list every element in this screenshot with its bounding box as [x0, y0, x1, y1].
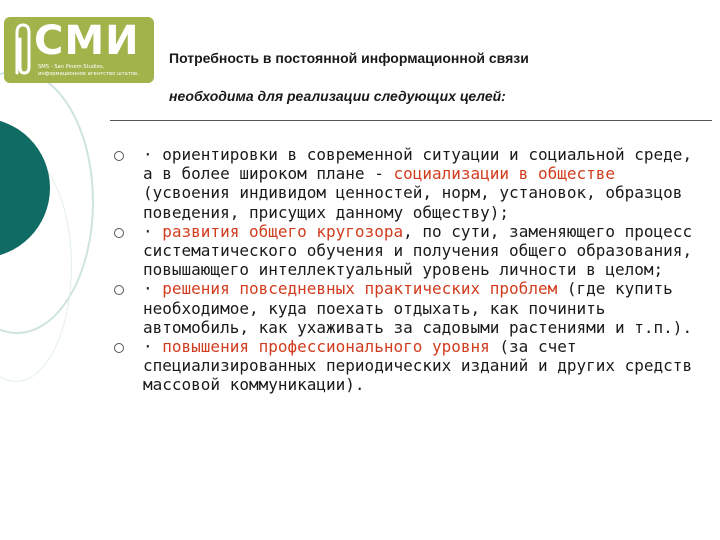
- bullet-circle-icon: [114, 228, 124, 238]
- item-text: (где купить необходимое, куда поехать отдыхать, как починить автомобиль, как ухаживать за садовыми растениями и т.п.).: [143, 279, 693, 337]
- goals-list: [114, 145, 694, 395]
- item-text: ·: [143, 221, 163, 241]
- list-item: [114, 337, 694, 395]
- list-item: [114, 222, 694, 280]
- item-highlight: развития общего кругозора: [162, 221, 404, 241]
- item-text: ·: [143, 279, 163, 299]
- item-text: , по сути, заменяющего процесс систематического обучения и получения общего образования, повышающего интеллектуальный уровень личности в целом;: [143, 221, 693, 280]
- list-item: [114, 145, 694, 222]
- divider: [110, 120, 712, 121]
- item-highlight: решения повседневных практических проблем: [162, 279, 558, 299]
- smi-logo: [4, 17, 154, 83]
- header-line-1: Потребность в постоянной информационной связи: [169, 50, 529, 66]
- bullet-circle-icon: [114, 151, 124, 161]
- paperclip-icon: [10, 21, 34, 79]
- item-text: (за счет специализированных периодических изданий и других средств массовой коммуникации).: [143, 337, 693, 395]
- item-text: ·: [143, 337, 163, 357]
- bullet-circle-icon: [114, 343, 124, 353]
- bullet-circle-icon: [114, 285, 124, 295]
- item-text: · ориентировки в современной ситуации и социальной среде, а в более широком плане -: [143, 145, 693, 184]
- logo-text: СМИ: [34, 18, 140, 64]
- header-line-2: необходима для реализации следующих целей:: [169, 88, 506, 104]
- logo-subtitle: SMS - San Pinem Studies, информационное агентство штатов.: [38, 64, 139, 77]
- item-text: (усвоения индивидом ценностей, норм, установок, образцов поведения, присущих данному обществу);: [143, 183, 683, 222]
- list-item: [114, 279, 694, 337]
- item-highlight: повышения профессионального уровня: [162, 337, 490, 357]
- item-highlight: социализации в обществе: [393, 164, 616, 184]
